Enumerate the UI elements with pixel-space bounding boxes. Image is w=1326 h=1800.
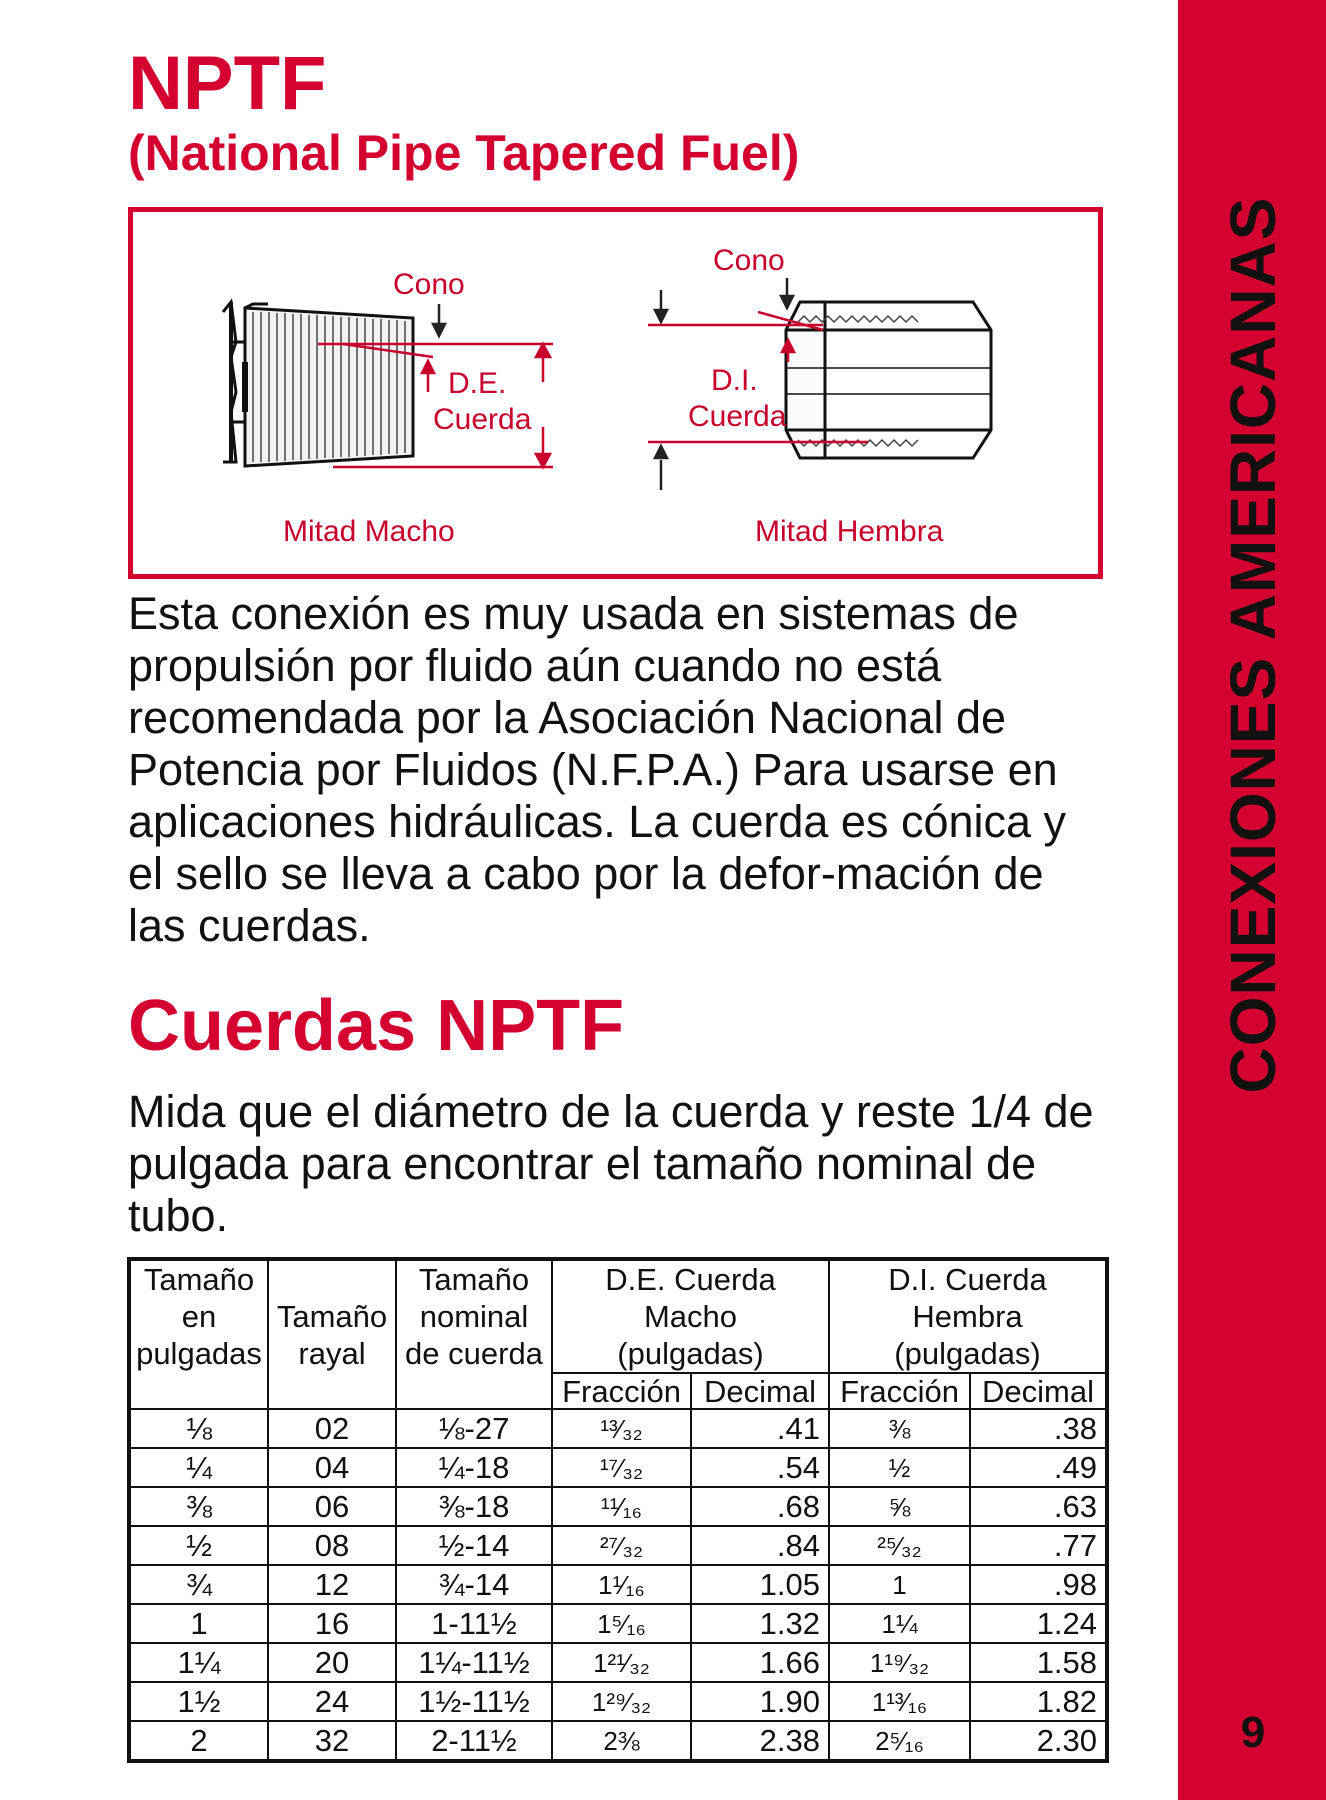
cell-id-decimal: .77	[970, 1526, 1107, 1565]
cell-od-decimal: 2.38	[691, 1721, 829, 1761]
cell-id-fraction: 2⁵⁄₁₆	[829, 1721, 970, 1761]
cell-od-fraction: 1²⁹⁄₃₂	[552, 1682, 691, 1721]
cell-od-fraction: 2⅜	[552, 1721, 691, 1761]
cell-size: 1	[129, 1604, 268, 1643]
cell-id-fraction: 1¹⁹⁄₃₂	[829, 1643, 970, 1682]
table-row	[129, 1604, 1107, 1643]
cell-od-fraction: ²⁷⁄₃₂	[552, 1526, 691, 1565]
table-row	[129, 1721, 1107, 1761]
header-dash-size-blank	[268, 1373, 396, 1409]
cell-thread: ⅛-27	[396, 1409, 552, 1448]
header-size-in: Tamaño en pulgadas	[129, 1259, 268, 1373]
cell-od-decimal: .54	[691, 1448, 829, 1487]
header-female-id: D.I. Cuerda Hembra (pulgadas)	[829, 1259, 1107, 1373]
cell-id-fraction: 1¹³⁄₁₆	[829, 1682, 970, 1721]
table-row	[129, 1526, 1107, 1565]
table-row	[129, 1448, 1107, 1487]
female-caption: Mitad Hembra	[755, 515, 944, 548]
header-nominal-thread: Tamaño nominal de cuerda	[396, 1259, 552, 1373]
male-od-label: D.E.	[448, 367, 507, 400]
fitting-diagram	[128, 207, 1103, 579]
fitting-illustration	[133, 212, 1098, 574]
header-male-od: D.E. Cuerda Macho (pulgadas)	[552, 1259, 829, 1373]
cell-id-fraction: 1¼	[829, 1604, 970, 1643]
cell-od-fraction: ¹³⁄₃₂	[552, 1409, 691, 1448]
cell-od-fraction: 1¹⁄₁₆	[552, 1565, 691, 1604]
header-male-decimal: Decimal	[691, 1373, 829, 1409]
header-female-fraction: Fracción	[829, 1373, 970, 1409]
cell-size: ⅛	[129, 1409, 268, 1448]
cell-od-fraction: 1⁵⁄₁₆	[552, 1604, 691, 1643]
nptf-thread-table	[127, 1257, 1109, 1763]
cell-dash: 12	[268, 1565, 396, 1604]
cell-od-fraction: ¹¹⁄₁₆	[552, 1487, 691, 1526]
cell-thread: 1¼-11½	[396, 1643, 552, 1682]
male-cone-label: Cono	[393, 268, 465, 301]
cell-id-decimal: 1.58	[970, 1643, 1107, 1682]
female-thread-label: Cuerda	[688, 400, 787, 433]
cell-dash: 02	[268, 1409, 396, 1448]
cell-id-fraction: ½	[829, 1448, 970, 1487]
table-row	[129, 1487, 1107, 1526]
cell-id-decimal: 2.30	[970, 1721, 1107, 1761]
sidebar-title: CONEXIONES AMERICANAS	[1217, 196, 1289, 1094]
cell-od-decimal: .68	[691, 1487, 829, 1526]
cell-dash: 20	[268, 1643, 396, 1682]
table-row	[129, 1682, 1107, 1721]
cell-id-decimal: .63	[970, 1487, 1107, 1526]
table-row	[129, 1409, 1107, 1448]
cell-id-fraction: ⅝	[829, 1487, 970, 1526]
header-male-fraction: Fracción	[552, 1373, 691, 1409]
cell-dash: 08	[268, 1526, 396, 1565]
page-subtitle: (National Pipe Tapered Fuel)	[128, 125, 800, 181]
male-fitting-drawing	[223, 302, 413, 466]
cell-size: 1½	[129, 1682, 268, 1721]
cell-od-fraction: ¹⁷⁄₃₂	[552, 1448, 691, 1487]
page-title: NPTF	[128, 41, 327, 126]
cell-size: 1¼	[129, 1643, 268, 1682]
description-paragraph: Esta conexión es muy usada en sistemas de propulsión por fluido aún cuando no está recomendada por la Asociación Nacional de Potencia por Fluidos (N.F.P.A.) Para usarse en aplicaciones hidráulicas. La cuerda es cónica y el sello se lleva a cabo por la defor-mación de las cuerdas.	[128, 588, 1067, 951]
page-number: 9	[1240, 1708, 1266, 1757]
cell-id-decimal: .38	[970, 1409, 1107, 1448]
cell-thread: 1½-11½	[396, 1682, 552, 1721]
cell-id-fraction: 1	[829, 1565, 970, 1604]
table-row	[129, 1643, 1107, 1682]
header-nominal-blank	[396, 1373, 552, 1409]
cell-thread: ⅜-18	[396, 1487, 552, 1526]
cell-thread: 1-11½	[396, 1604, 552, 1643]
cell-id-decimal: 1.24	[970, 1604, 1107, 1643]
cell-dash: 16	[268, 1604, 396, 1643]
cell-size: ½	[129, 1526, 268, 1565]
male-caption: Mitad Macho	[283, 515, 455, 548]
cell-od-decimal: .84	[691, 1526, 829, 1565]
cell-dash: 24	[268, 1682, 396, 1721]
female-cone-label: Cono	[713, 244, 785, 277]
cell-dash: 04	[268, 1448, 396, 1487]
cell-od-fraction: 1²¹⁄₃₂	[552, 1643, 691, 1682]
table-row	[129, 1565, 1107, 1604]
cell-size: ¼	[129, 1448, 268, 1487]
cell-thread: ½-14	[396, 1526, 552, 1565]
cell-id-fraction: ²⁵⁄₃₂	[829, 1526, 970, 1565]
cell-od-decimal: 1.05	[691, 1565, 829, 1604]
female-id-label: D.I.	[711, 364, 758, 397]
cell-dash: 06	[268, 1487, 396, 1526]
cell-id-decimal: 1.82	[970, 1682, 1107, 1721]
cell-dash: 32	[268, 1721, 396, 1761]
cell-thread: ¾-14	[396, 1565, 552, 1604]
instructions-paragraph: Mida que el diámetro de la cuerda y reste 1/4 de pulgada para encontrar el tamaño nominal de tubo.	[128, 1086, 1094, 1241]
male-thread-label: Cuerda	[433, 403, 532, 436]
cell-id-decimal: .98	[970, 1565, 1107, 1604]
section-title: Cuerdas NPTF	[128, 986, 625, 1066]
cell-id-fraction: ⅜	[829, 1409, 970, 1448]
cell-size: ⅜	[129, 1487, 268, 1526]
cell-id-decimal: .49	[970, 1448, 1107, 1487]
cell-od-decimal: 1.32	[691, 1604, 829, 1643]
cell-thread: ¼-18	[396, 1448, 552, 1487]
header-size-in-blank	[129, 1373, 268, 1409]
cell-od-decimal: .41	[691, 1409, 829, 1448]
header-dash-size: Tamaño rayal	[268, 1259, 396, 1373]
cell-od-decimal: 1.90	[691, 1682, 829, 1721]
cell-thread: 2-11½	[396, 1721, 552, 1761]
cell-size: ¾	[129, 1565, 268, 1604]
cell-size: 2	[129, 1721, 268, 1761]
header-female-decimal: Decimal	[970, 1373, 1107, 1409]
male-cone-arrow	[433, 304, 445, 336]
cell-od-decimal: 1.66	[691, 1643, 829, 1682]
